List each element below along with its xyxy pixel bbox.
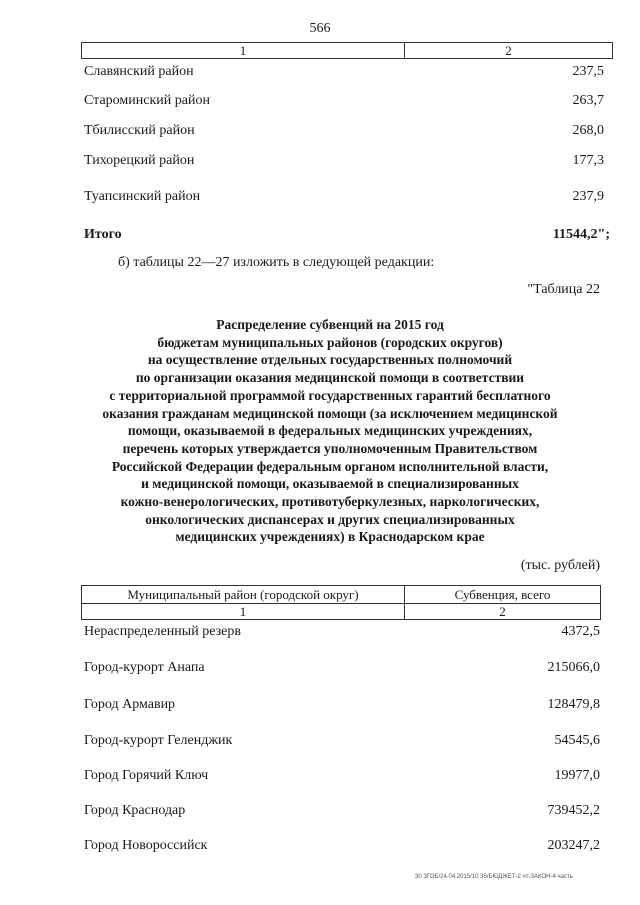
district-value: 739452,2	[547, 803, 600, 818]
table-row	[84, 838, 600, 858]
district-name: Город Новороссийск	[84, 838, 208, 853]
table-title	[60, 316, 600, 546]
title-line: по организации оказания медицинской помощи в соответствии	[135, 370, 525, 386]
document-footer: 30 ЗГОБ/24.04.2015/10 35/БЮДЖЕТ-2 чт-ЗАКОН-4 часть	[415, 874, 573, 880]
title-line: помощи, оказываемой в федеральных медицинских учреждениях,	[127, 423, 533, 439]
title-line: медицинских учреждениях) в Краснодарском крае	[175, 529, 485, 545]
table-row	[84, 189, 604, 209]
table-number: "Таблица 22	[527, 282, 600, 297]
district-name: Город-курорт Геленджик	[84, 733, 233, 748]
district-name: Туапсинский район	[84, 189, 201, 204]
table-row	[84, 733, 600, 753]
district-name: Город-курорт Анапа	[84, 660, 205, 675]
district-name: Тбилисский район	[84, 123, 195, 138]
top-table-col1: 1	[82, 43, 405, 59]
header-col2: Субвенция, всего	[405, 586, 601, 604]
title-line: с территориальной программой государственных гарантий бесплатного	[109, 387, 551, 403]
table-row	[84, 153, 604, 173]
district-name: Город Горячий Ключ	[84, 768, 209, 783]
total-value: 11544,2";	[552, 227, 610, 242]
table-row	[84, 624, 600, 644]
top-table-col2: 2	[405, 43, 613, 59]
district-value: 268,0	[572, 123, 604, 138]
district-value: 54545,6	[554, 733, 600, 748]
title-line: бюджетам муниципальных районов (городских округов)	[157, 334, 503, 350]
title-line: оказания гражданам медицинской помощи (за исключением медицинской	[102, 405, 558, 421]
page-number: 566	[309, 21, 331, 36]
num-col2: 2	[405, 604, 601, 620]
table-row	[84, 697, 600, 717]
district-value: 4372,5	[561, 624, 600, 639]
table-row	[84, 64, 604, 84]
table-row	[84, 803, 600, 823]
district-value: 237,5	[572, 64, 604, 79]
district-value: 215066,0	[547, 660, 600, 675]
num-col1: 1	[82, 604, 405, 620]
title-line: Российской Федерации федеральным органом исполнительной власти,	[111, 458, 549, 474]
table-row	[84, 660, 600, 680]
top-table-header	[81, 42, 613, 59]
title-line: Распределение субвенций на 2015 год	[216, 317, 444, 332]
table-row	[84, 123, 604, 143]
district-name: Славянский район	[84, 64, 194, 79]
title-line: перечень которых утверждается уполномоченным Правительством	[122, 440, 538, 456]
district-name: Староминский район	[84, 93, 210, 108]
district-name: Нераспределенный резерв	[84, 624, 241, 639]
district-value: 263,7	[572, 93, 604, 108]
total-row	[84, 227, 610, 247]
district-value: 237,9	[572, 189, 604, 204]
district-name: Тихорецкий район	[84, 153, 195, 168]
district-value: 128479,8	[547, 697, 600, 712]
district-value: 177,3	[572, 153, 604, 168]
total-label: Итого	[84, 227, 122, 242]
units-label: (тыс. рублей)	[520, 558, 600, 573]
header-col1: Муниципальный район (городской округ)	[82, 586, 405, 604]
district-value: 203247,2	[547, 838, 600, 853]
title-line: онкологических диспансерах и других специализированных	[145, 511, 515, 527]
district-value: 19977,0	[554, 768, 600, 783]
amendment-paragraph: б) таблицы 22—27 изложить в следующей редакции:	[118, 255, 435, 270]
title-line: на осуществление отдельных государственных полномочий	[147, 352, 513, 368]
table-row	[84, 93, 604, 113]
district-name: Город Армавир	[84, 697, 176, 712]
district-name: Город Краснодар	[84, 803, 186, 818]
title-line: кожно-венерологических, противотуберкулезных, наркологических,	[120, 494, 540, 510]
main-table-header	[81, 585, 601, 620]
table-row	[84, 768, 600, 788]
title-line: и медицинской помощи, оказываемой в специализированных	[141, 476, 519, 492]
